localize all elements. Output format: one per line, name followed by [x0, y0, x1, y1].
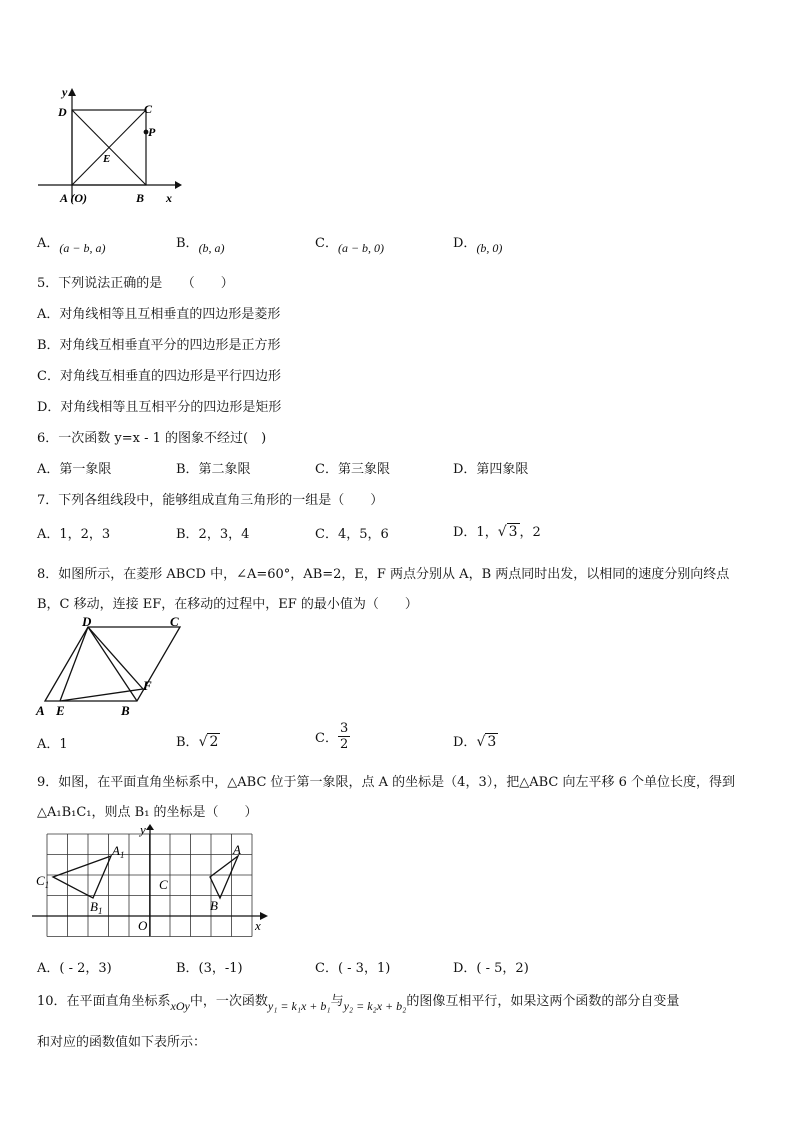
- q8-option-d-radicand: 3: [487, 734, 497, 750]
- q10-stem-pre: 10．在平面直角坐标系: [37, 994, 171, 1009]
- q10-function-1: y₁ = k₁x + b₁: [267, 999, 331, 1013]
- q10-stem-line2: 和对应的函数值如下表所示：: [37, 1035, 207, 1050]
- rhombus-b-label: B: [121, 703, 130, 718]
- grid-point-b-label: B: [210, 898, 218, 913]
- q8-option-d: [453, 731, 498, 750]
- square-figure: [30, 84, 190, 214]
- q8-option-b-radicand: 2: [209, 734, 219, 750]
- q9-option-b: B．(3，-1): [176, 961, 243, 976]
- q7-option-b: B．2，3，4: [176, 527, 250, 542]
- q6-option-d: D．第四象限: [453, 462, 529, 477]
- q4-option-a-label: A．: [37, 236, 60, 251]
- y-axis-label: y: [62, 85, 68, 99]
- q8-option-a: A．1: [37, 737, 68, 752]
- grid-point-a-label: A: [233, 842, 241, 857]
- grid-figure: [32, 822, 272, 938]
- q4-option-d: [453, 232, 503, 255]
- q9-stem-line2: △A₁B₁C₁，则点 B₁ 的坐标是（ ）: [37, 805, 258, 820]
- q8-stem-line2: B，C 移动，连接 EF，在移动的过程中，EF 的最小值为（ ）: [37, 597, 418, 612]
- q9-stem-line1: 9．如图，在平面直角坐标系中，△ABC 位于第一象限，点 A 的坐标是（4，3），把△ABC 向左平移 6 个单位长度，得到: [37, 775, 736, 790]
- grid-point-b1-label: $B_1$: [90, 899, 103, 916]
- q10-stem-mid2: 与: [330, 994, 344, 1009]
- grid-origin-label: O: [138, 918, 148, 933]
- point-e-label: E: [103, 153, 111, 165]
- q10-function-2: y₂ = k₂x + b₂: [343, 999, 407, 1013]
- q5-stem: 5．下列说法正确的是 （ ）: [37, 276, 234, 291]
- q8-option-d-prefix: D．: [453, 735, 477, 750]
- q8-option-c-prefix: C．: [315, 731, 338, 746]
- q4-option-d-math: (b, 0): [476, 241, 503, 255]
- q9-option-c: C．( - 3，1): [315, 961, 391, 976]
- q4-option-b-math: (b, a): [198, 241, 225, 255]
- q6-option-a: A．第一象限: [37, 462, 112, 477]
- rhombus-f-label: F: [143, 678, 152, 693]
- rhombus-c-label: C: [170, 614, 179, 629]
- q4-option-c-math: (a − b, 0): [337, 241, 385, 255]
- q9-option-a: A．( - 2，3): [37, 961, 112, 976]
- q8-option-c-fraction: [338, 721, 350, 752]
- point-c-label: C: [144, 102, 153, 116]
- q4-option-a: [37, 232, 106, 255]
- q8-stem-line1: 8．如图所示，在菱形 ABCD 中，∠A=60°，AB=2，E，F 两点分别从 A，B 两点同时出发，以相同的速度分别向终点: [37, 567, 730, 582]
- q4-option-c: [315, 232, 385, 255]
- grid-x-label: x: [255, 918, 261, 933]
- q8-option-c: [315, 721, 350, 752]
- rhombus-a-label: A: [36, 703, 45, 718]
- q4-option-b-label: B．: [176, 236, 199, 251]
- grid-y-label: y: [140, 822, 146, 837]
- q5-option-a: A．对角线相等且互相垂直的四边形是菱形: [37, 307, 281, 322]
- q4-option-a-math: (a − b, a): [59, 241, 106, 255]
- q5-option-d: D．对角线相等且互相平分的四边形是矩形: [37, 400, 282, 415]
- point-a-origin-label: A (O): [60, 191, 87, 205]
- point-b-label: B: [136, 191, 145, 205]
- q7-option-d-radicand: 3: [508, 524, 518, 540]
- q7-stem: 7．下列各组线段中，能够组成直角三角形的一组是（ ）: [37, 493, 384, 508]
- q4-option-d-label: D．: [453, 236, 477, 251]
- q7-option-d: [453, 521, 541, 540]
- q10-stem-post: 的图像互相平行，如果这两个函数的部分自变量: [406, 994, 680, 1009]
- q10-stem-line1: [37, 990, 680, 1013]
- grid-point-c1-label: $C_1$: [36, 873, 50, 890]
- q4-option-b: [176, 232, 225, 255]
- rhombus-e-label: E: [56, 703, 65, 718]
- q8-option-d-sqrt: √ 3: [476, 734, 497, 750]
- q5-option-b: B．对角线互相垂直平分的四边形是正方形: [37, 338, 281, 353]
- rhombus-figure: [30, 614, 190, 722]
- point-d-label: D: [58, 105, 67, 119]
- q8-option-b-sqrt: √ 2: [198, 734, 219, 750]
- point-p-label: P: [148, 125, 156, 139]
- q7-option-a: A．1，2，3: [37, 527, 111, 542]
- q10-coord-system: xOy: [170, 999, 190, 1013]
- q7-option-d-sqrt: √ 3: [497, 524, 518, 540]
- x-axis-label: x: [166, 191, 172, 205]
- q8-option-b-prefix: B．: [176, 735, 199, 750]
- grid-point-c-label: C: [159, 877, 168, 892]
- q6-option-b: B．第二象限: [176, 462, 251, 477]
- q7-option-d-prefix: D．1，: [453, 525, 498, 540]
- q6-stem: 6．一次函数 y=x - 1 的图象不经过( ): [37, 431, 267, 446]
- q6-option-c: C．第三象限: [315, 462, 390, 477]
- q7-option-d-suffix: ，2: [519, 525, 541, 540]
- q7-option-c: C．4，5，6: [315, 527, 389, 542]
- q8-option-c-denominator: 2: [339, 737, 349, 752]
- q5-option-c: C．对角线互相垂直的四边形是平行四边形: [37, 369, 281, 384]
- q4-option-c-label: C．: [315, 236, 338, 251]
- q8-option-c-numerator: 3: [339, 721, 349, 736]
- q10-stem-mid1: 中，一次函数: [189, 994, 268, 1009]
- grid-point-a1-label: $A_1$: [112, 843, 125, 860]
- q8-option-b: [176, 731, 220, 750]
- rhombus-d-label: D: [82, 614, 92, 629]
- q9-option-d: D．( - 5，2): [453, 961, 529, 976]
